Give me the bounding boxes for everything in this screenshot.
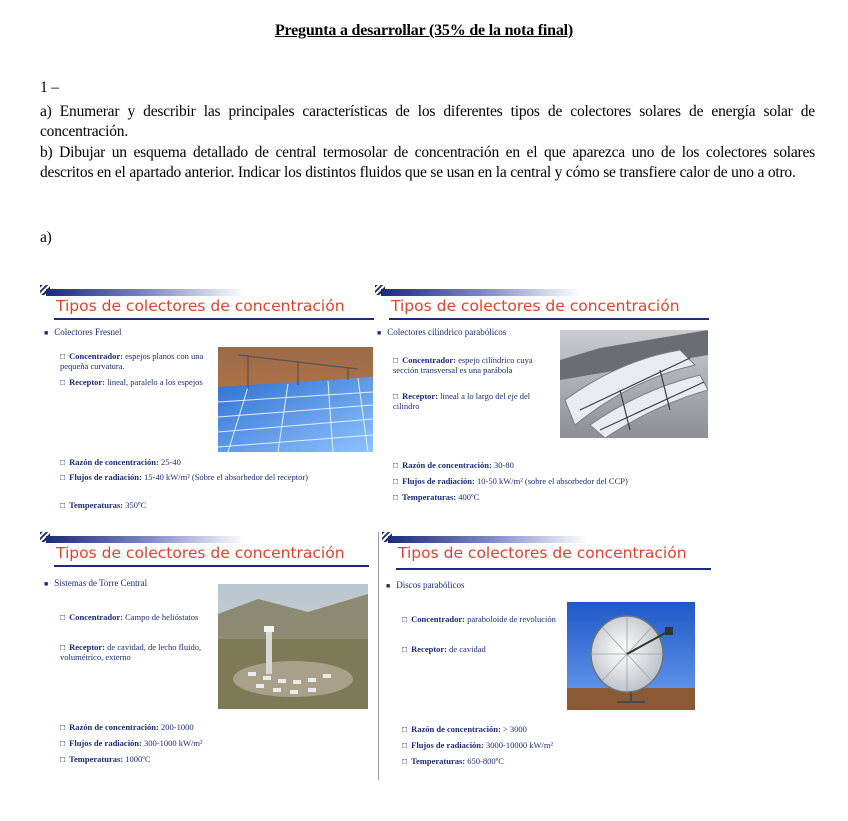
slide-title: Tipos de colectores de concentración: [56, 297, 345, 315]
slide-title-rule: [54, 565, 369, 567]
slide-parabolic-trough: [375, 285, 715, 523]
slide-item: □ Razón de concentración: > 3000: [402, 724, 527, 734]
slide-item: □ Receptor: lineal, paralelo a los espejos: [60, 377, 203, 387]
slide-title-rule: [396, 568, 711, 570]
slide-bullet: ■ Sistemas de Torre Central: [44, 578, 147, 588]
fresnel-collector-photo: [218, 347, 373, 452]
slide-banner: [388, 536, 588, 543]
slide-item: □ Receptor: lineal a lo largo del eje del cilindro: [393, 391, 531, 411]
parabolic-dish-photo: [567, 602, 695, 710]
slide-item: □ Temperaturas: 1000ºC: [60, 754, 151, 764]
slide-title-rule: [389, 318, 709, 320]
slide-divider-vertical: [378, 532, 379, 780]
slide-banner: [46, 289, 246, 296]
slide-item: □ Flujos de radiación: 3000-10000 kW/m²: [402, 740, 553, 750]
slide-banner: [46, 536, 246, 543]
slide-item: □ Temperaturas: 350ºC: [60, 500, 147, 510]
slide-banner: [381, 289, 581, 296]
question-part-b: b) Dibujar un esquema detallado de central termosolar de concentración en el que aparezca uno de los colectores solares descritos en el apartado anterior. Indicar los distintos fluidos que se usan en la central y cómo se transfiere calor de uno a otro.: [40, 144, 815, 181]
question-part-a: a) Enumerar y describir las principales características de los diferentes tipos de colectores solares de energía solar de concentración.: [40, 103, 815, 140]
slide-item: □ Receptor: de cavidad: [402, 644, 486, 654]
slide-item: □ Flujos de radiación: 15-40 kW/m² (Sobre el absorbedor del receptor): [60, 472, 308, 482]
answer-label: a): [40, 229, 52, 246]
slide-item: □ Flujos de radiación: 300-1000 kW/m²: [60, 738, 203, 748]
slide-parabolic-dish: [382, 532, 717, 777]
slide-bullet: ■ Colectores cilíndrico parabólicos: [377, 327, 506, 337]
page-title: Pregunta a desarrollar (35% de la nota final): [274, 22, 574, 39]
slide-title: Tipos de colectores de concentración: [56, 544, 345, 562]
parabolic-trough-photo: [560, 330, 708, 438]
slide-item: □ Concentrador: Campo de helióstatos: [60, 612, 199, 622]
slide-item: □ Temperaturas: 650-800ºC: [402, 756, 504, 766]
slide-item: □ Concentrador: paraboloide de revolución: [402, 614, 556, 624]
slide-item: □ Temperaturas: 400ºC: [393, 492, 480, 502]
slide-title: Tipos de colectores de concentración: [391, 297, 680, 315]
question-number: 1 –: [40, 79, 59, 96]
slide-item: □ Razón de concentración: 30-80: [393, 460, 514, 470]
slide-bullet: ■ Colectores Fresnel: [44, 327, 121, 337]
slide-item: □ Concentrador: espejo cilíndrico cuya sección transversal es una parábola: [393, 355, 533, 375]
slide-item: □ Razón de concentración: 25-40: [60, 457, 181, 467]
slide-fresnel: [40, 285, 375, 523]
slide-item: □ Receptor: de cavidad, de lecho fluido, volumétrico, externo: [60, 642, 202, 662]
central-tower-photo: [218, 584, 368, 709]
slide-bullet: ■ Discos parabólicos: [386, 580, 464, 590]
slide-title-rule: [54, 318, 374, 320]
slide-item: □ Concentrador: espejos planos con una pequeña curvatura.: [60, 351, 204, 371]
slide-item: □ Flujos de radiación: 10-50 kW/m² (sobre el absorbedor del CCP): [393, 476, 628, 486]
slide-item: □ Razón de concentración: 200-1000: [60, 722, 194, 732]
slide-central-tower: [40, 532, 375, 777]
slide-title: Tipos de colectores de concentración: [398, 544, 687, 562]
